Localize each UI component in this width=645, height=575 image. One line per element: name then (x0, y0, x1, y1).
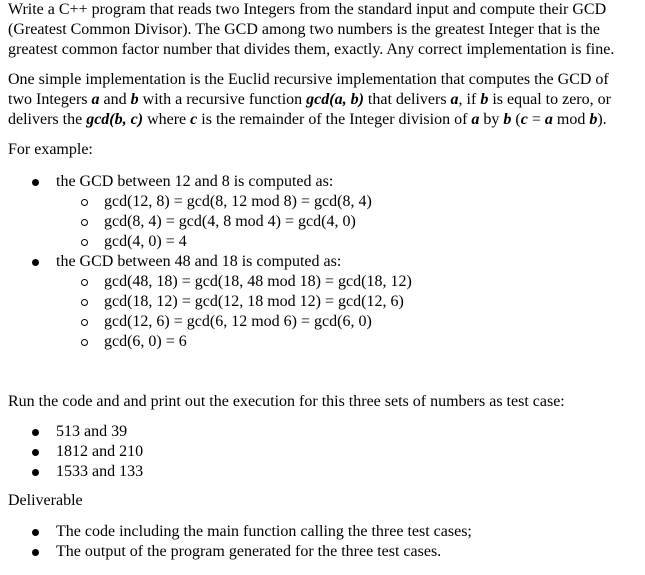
bullet-icon (32, 429, 39, 436)
bullet-icon (32, 469, 39, 476)
run-paragraph: Run the code and and print out the execution for this three sets of numbers as test case: (8, 393, 565, 410)
circle-bullet-icon (81, 219, 88, 226)
list-item: gcd(12, 8) = gcd(8, 12 mod 8) = gcd(8, 4) (104, 192, 412, 212)
list-item (56, 172, 412, 252)
circle-bullet-icon (81, 239, 88, 246)
example-steps (56, 192, 412, 252)
list-item: gcd(6, 0) = 6 (104, 332, 412, 352)
bullet-icon (32, 549, 39, 556)
list-item: gcd(4, 0) = 4 (104, 232, 412, 252)
intro-line-2: (Greatest Common Divisor). The GCD among two numbers is the greatest Integer that is the (8, 21, 601, 38)
euclid-line-3: delivers the gcd(b, c) where c is the remainder of the Integer division of a by b (c = a mod b). (8, 111, 607, 128)
list-item (56, 252, 412, 352)
bullet-icon (32, 529, 39, 536)
list-item: 1812 and 210 (56, 442, 143, 462)
circle-bullet-icon (81, 279, 88, 286)
intro-line-1: Write a C++ program that reads two Integers from the standard input and compute their GCD (8, 1, 607, 18)
deliverable-list (56, 522, 472, 562)
circle-bullet-icon (81, 339, 88, 346)
list-item: The output of the program generated for the three test cases. (56, 542, 472, 562)
deliverable-heading: Deliverable (8, 492, 83, 509)
gcd-b-c-term: gcd(b, c) (86, 111, 144, 128)
intro-line-3: greatest common factor number that divides them, exactly. Any correct implementation is fine. (8, 41, 615, 58)
euclid-paragraph (8, 70, 637, 130)
list-item: 1533 and 133 (56, 462, 143, 482)
example-label: the GCD between 48 and 18 is computed as: (56, 253, 342, 270)
circle-bullet-icon (81, 199, 88, 206)
list-item: gcd(48, 18) = gcd(18, 48 mod 18) = gcd(18, 12) (104, 272, 412, 292)
example-list (56, 172, 412, 352)
circle-bullet-icon (81, 299, 88, 306)
euclid-line-1: One simple implementation is the Euclid recursive implementation that computes the GCD of (8, 71, 609, 88)
bullet-icon (32, 259, 39, 266)
example-heading: For example: (8, 141, 93, 158)
intro-paragraph (8, 0, 637, 60)
bullet-icon (32, 449, 39, 456)
list-item: gcd(12, 6) = gcd(6, 12 mod 6) = gcd(6, 0) (104, 312, 412, 332)
list-item: 513 and 39 (56, 422, 143, 442)
circle-bullet-icon (81, 319, 88, 326)
test-case-list (56, 422, 143, 482)
example-label: the GCD between 12 and 8 is computed as: (56, 173, 334, 190)
bullet-icon (32, 179, 39, 186)
gcd-a-b-term: gcd(a, b) (306, 91, 364, 108)
example-steps (56, 272, 412, 352)
list-item: gcd(18, 12) = gcd(12, 18 mod 12) = gcd(12, 6) (104, 292, 412, 312)
list-item: The code including the main function calling the three test cases; (56, 522, 472, 542)
list-item: gcd(8, 4) = gcd(4, 8 mod 4) = gcd(4, 0) (104, 212, 412, 232)
euclid-line-2: two Integers a and b with a recursive function gcd(a, b) that delivers a, if b is equal to zero, or (8, 91, 611, 108)
